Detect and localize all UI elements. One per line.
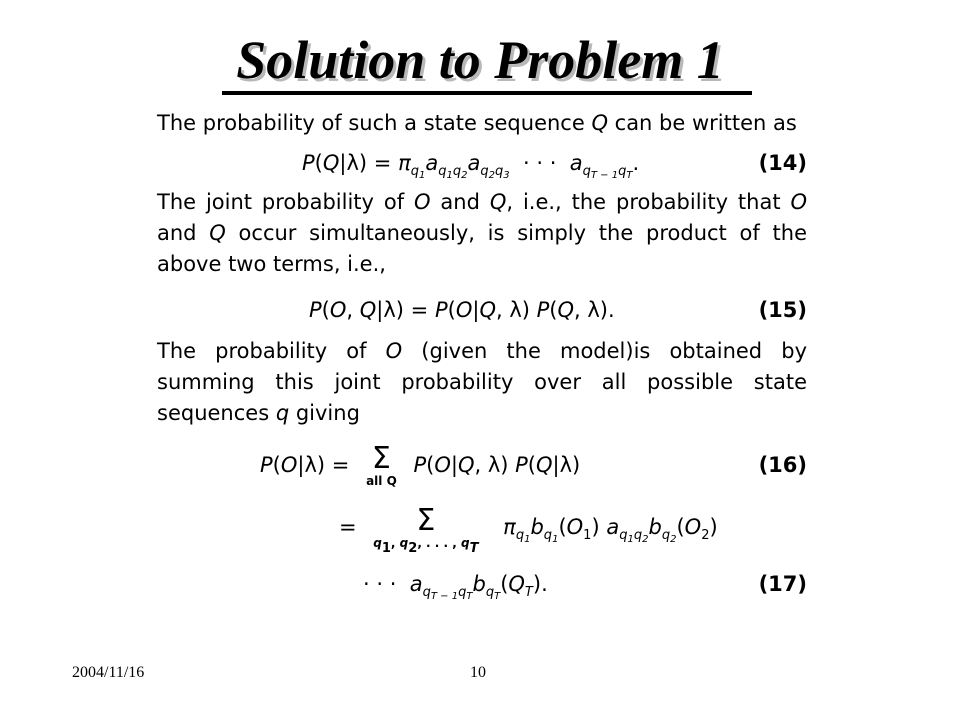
equation-15: P(O, Q|λ) = P(O|Q, λ) P(Q, λ).	[309, 298, 615, 322]
title-underline	[222, 91, 752, 95]
equation-17-row-2	[157, 559, 807, 609]
equation-17-number: (17)	[758, 572, 807, 596]
equation-14: $P(Q|\lambda) = \pi_{q_1}a_{q_1q_2}a_{q_2q_3}$ · · · $a_{q_{T - 1}q_T}$.	[302, 151, 640, 181]
sum-symbol-17: Σ $q_1$, $q_2$, . . . , $q_T$	[373, 503, 479, 556]
equation-14-number: (14)	[758, 151, 807, 175]
footer-date: 2004/11/16	[72, 664, 145, 681]
paragraph-state-sequence: The probability of such a state sequence Q can be written as	[157, 111, 797, 135]
footer-page-number: 10	[470, 664, 486, 681]
equation-17-part-2: · · · $a_{q_{T - 1}q_T}b_{q_T}(Q_T)$.	[363, 572, 548, 602]
equation-15-number: (15)	[758, 298, 807, 322]
equation-16-row	[157, 435, 807, 495]
equation-16: P(O|λ) = Σ all Q P(O|Q, λ) P(Q|λ)	[260, 441, 581, 488]
equation-15-row	[157, 286, 807, 334]
sum-symbol-16: Σ all Q	[366, 441, 397, 488]
paragraph-summation: The probability of O (given the model)is obtained by summing this joint probability over all possible state sequences q giving	[157, 339, 807, 425]
equation-16-number: (16)	[758, 453, 807, 477]
equation-17-part-1: = Σ $q_1$, $q_2$, . . . , $q_T$ $\pi_{q_1}b_{q_1}(O_1)$ $a_{q_1q_2}b_{q_2}(O_2)$	[339, 503, 718, 556]
equation-14-row	[157, 139, 807, 187]
equation-17-row-1	[157, 495, 807, 559]
slide-content	[157, 108, 807, 609]
paragraph-joint-probability: The joint probability of O and Q, i.e., the probability that O and Q occur simultaneously, is simply the product of the above two terms, i.e.,	[157, 190, 808, 276]
slide-title: Solution to Problem 1	[236, 30, 724, 90]
